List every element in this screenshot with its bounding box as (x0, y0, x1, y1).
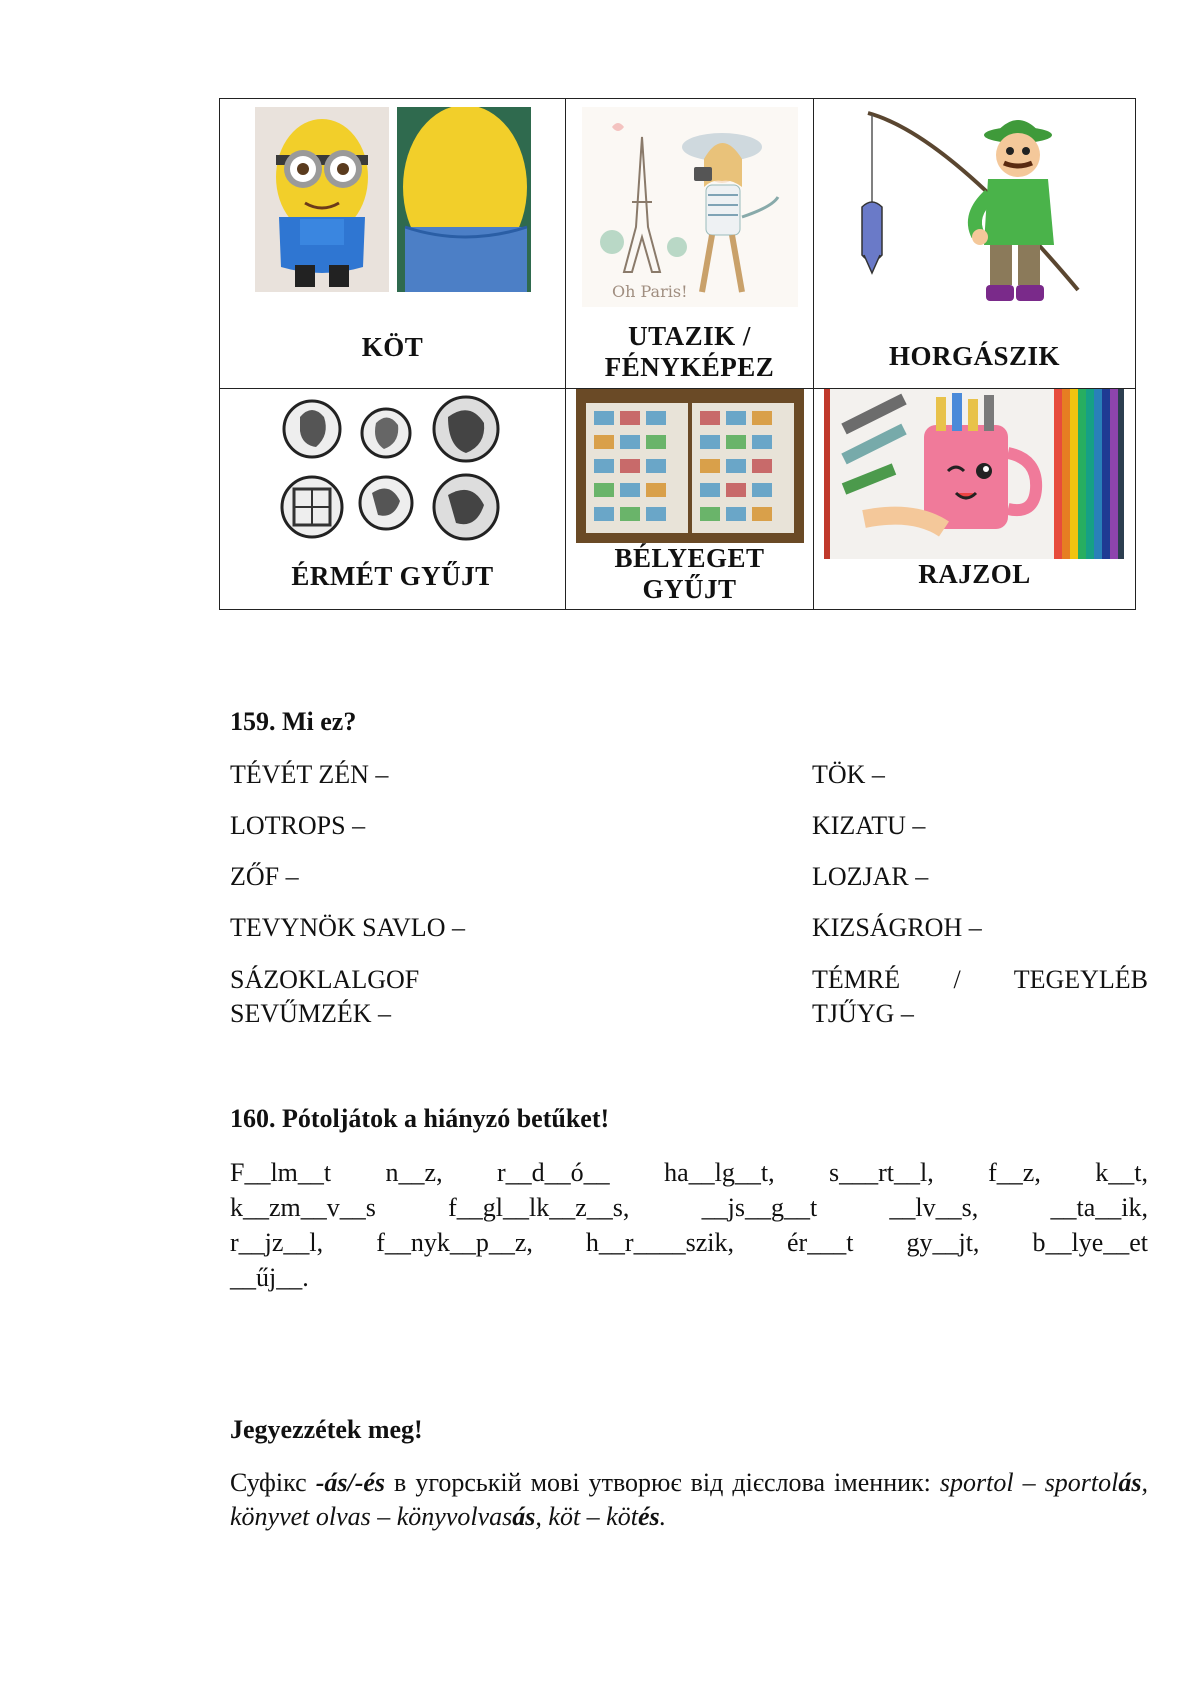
note-text-part: -ás/-és (315, 1468, 386, 1497)
suffix-note-text (230, 1466, 1148, 1534)
cell-travel (566, 99, 814, 389)
anagram-left-5: SÁZOKLALGOF SEVŰMZÉK – (230, 965, 420, 1028)
note-text-part: könyvolvas (396, 1502, 513, 1531)
note-text-part: в угорській мові утворює від дієслова іменник: (385, 1468, 940, 1497)
anagram-left-4: TEVYNÖK SAVLO – (230, 913, 465, 942)
drawing-cup-icon (824, 389, 1124, 559)
anagram-right-2: KIZATU – (812, 811, 926, 840)
exercise-159-title: 159. Mi ez? (230, 707, 357, 736)
caption-kot: KÖT (361, 332, 424, 362)
note-text-part: sportol (1044, 1468, 1119, 1497)
cell-stamps (566, 389, 814, 610)
knitted-minion-icon (255, 107, 531, 292)
anagram-right-1: TÖK – (812, 760, 885, 789)
note-text-part: – (1013, 1468, 1045, 1497)
fisherman-icon (858, 105, 1094, 315)
note-text-part: sportol (939, 1468, 1014, 1497)
cell-coins (220, 389, 566, 610)
note-text-part: köt (548, 1502, 581, 1531)
note-text-part: – (370, 1502, 397, 1531)
anagram-right-5: TÉMRÉ / TEGEYLÉB TJŰYG – (812, 965, 1148, 1028)
anagram-right-3: LOZJAR – (812, 862, 929, 891)
note-text-part: , (1141, 1468, 1148, 1497)
note-text-part: . (659, 1502, 667, 1531)
caption-rajzol: RAJZOL (918, 559, 1031, 589)
cell-knit (220, 99, 566, 389)
missing-letters-paragraph (230, 1155, 1148, 1295)
note-title: Jegyezzétek meg! (230, 1415, 423, 1444)
note-text-part: – (580, 1502, 607, 1531)
picture-table (219, 98, 1136, 610)
exercise-160-title: 160. Pótoljátok a hiányzó betűket! (230, 1104, 610, 1133)
travel-paris-icon (582, 107, 798, 307)
anagram-left-3: ZŐF – (230, 862, 299, 891)
stamp-album-icon (576, 389, 804, 543)
note-text-part: könyvet olvas (230, 1502, 371, 1531)
anagram-right-4: KIZSÁGROH – (812, 913, 982, 942)
note-text-part: ás (1118, 1468, 1142, 1497)
anagram-left-2: LOTROPS – (230, 811, 366, 840)
missing-letters-line: F__lm__t n__z, r__d__ó__ ha__lg__t, s___rt__l, f__z, k__t, (230, 1158, 1148, 1187)
missing-letters-line: k__zm__v__s f__gl__lk__z__s, __js__g__t __lv__s, __ta__ik, (230, 1193, 1148, 1222)
caption-belyeget-gyujt: BÉLYEGET GYŰJT (614, 543, 765, 604)
note-text-part: Суфікс (230, 1468, 316, 1497)
note-text-part: és (637, 1502, 660, 1531)
caption-ermet-gyujt: ÉRMÉT GYŰJT (291, 561, 494, 591)
note-text-part: , (535, 1502, 549, 1531)
missing-letters-line: __űj__. (230, 1263, 309, 1292)
anagram-left-1: TÉVÉT ZÉN – (230, 760, 389, 789)
note-text-part: ás (512, 1502, 536, 1531)
cell-fishing (814, 99, 1136, 389)
missing-letters-line: r__jz__l, f__nyk__p__z, h__r____szik, ér___t gy__jt, b__lye__et (230, 1228, 1148, 1257)
caption-utazik: UTAZIK / FÉNYKÉPEZ (604, 321, 775, 382)
coins-icon (280, 395, 510, 545)
cell-draw (814, 389, 1136, 610)
paris-scribble-text: Oh Paris! (612, 282, 688, 301)
caption-horgaszik: HORGÁSZIK (888, 341, 1061, 371)
note-text-part: köt (606, 1502, 638, 1531)
